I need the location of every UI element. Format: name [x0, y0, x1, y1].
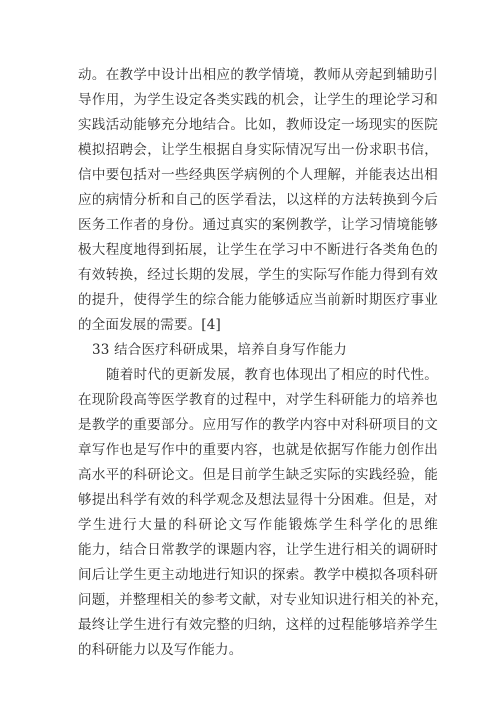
paragraph-line: 的科研能力以及写作能力。 — [78, 642, 243, 658]
section-heading: 33 结合医疗科研成果，培养自身写作能力 — [92, 342, 347, 358]
paragraph-line: 在现阶段高等医学教育的过程中，对学生科研能力的培养也 — [78, 392, 438, 408]
paragraph-line: 够提出科学有效的科学观念及想法显得十分困难。但是，对 — [78, 492, 438, 508]
paragraph-line: 应的病情分析和自己的医学看法，以这样的方法转换到今后 — [78, 192, 438, 208]
paragraph-line: 的提升，使得学生的综合能力能够适应当前新时期医疗事业 — [78, 292, 438, 308]
paragraph-line: 是教学的重要部分。应用写作的教学内容中对科研项目的文 — [78, 417, 438, 433]
paragraph-line: 导作用，为学生设定各类实践的机会，让学生的理论学习和 — [78, 92, 438, 108]
paragraph-line: 问题，并整理相关的参考文献，对专业知识进行相关的补充， — [78, 592, 448, 608]
paragraph-line: 信中要包括对一些经典医学病例的个人理解，并能表达出相 — [78, 167, 438, 183]
paragraph-line: 间后让学生更主动地进行知识的探索。教学中模拟各项科研 — [78, 567, 438, 583]
paragraph-line: 最终让学生进行有效完整的归纳，这样的过程能够培养学生 — [78, 617, 438, 633]
paragraph-line: 高水平的科研论文。但是目前学生缺乏实际的实践经验，能 — [78, 467, 438, 483]
paragraph-line: 章写作也是写作中的重要内容，也就是依据写作能力创作出 — [78, 442, 438, 458]
paragraph-line: 医务工作者的身份。通过真实的案例教学，让学习情境能够 — [78, 217, 438, 233]
paragraph-line: 学生进行大量的科研论文写作能锻炼学生科学化的思维 — [78, 517, 438, 533]
paragraph-line: 有效转换，经过长期的发展，学生的实际写作能力得到有效 — [78, 267, 438, 283]
paragraph-line: 的全面发展的需要。[4] — [78, 317, 222, 333]
paragraph-line: 动。在教学中设计出相应的教学情境，教师从旁起到辅助引 — [78, 67, 438, 83]
paragraph-line: 模拟招聘会，让学生根据自身实际情况写出一份求职书信， — [78, 142, 438, 158]
paragraph-line: 能力，结合日常教学的课题内容，让学生进行相关的调研时 — [78, 542, 438, 558]
paragraph-line: 实践活动能够充分地结合。比如，教师设定一场现实的医院 — [78, 117, 438, 133]
paragraph-line: 极大程度地得到拓展，让学生在学习中不断进行各类角色的 — [78, 242, 438, 258]
paragraph-line: 随着时代的更新发展，教育也体现出了相应的时代性。 — [106, 367, 438, 383]
